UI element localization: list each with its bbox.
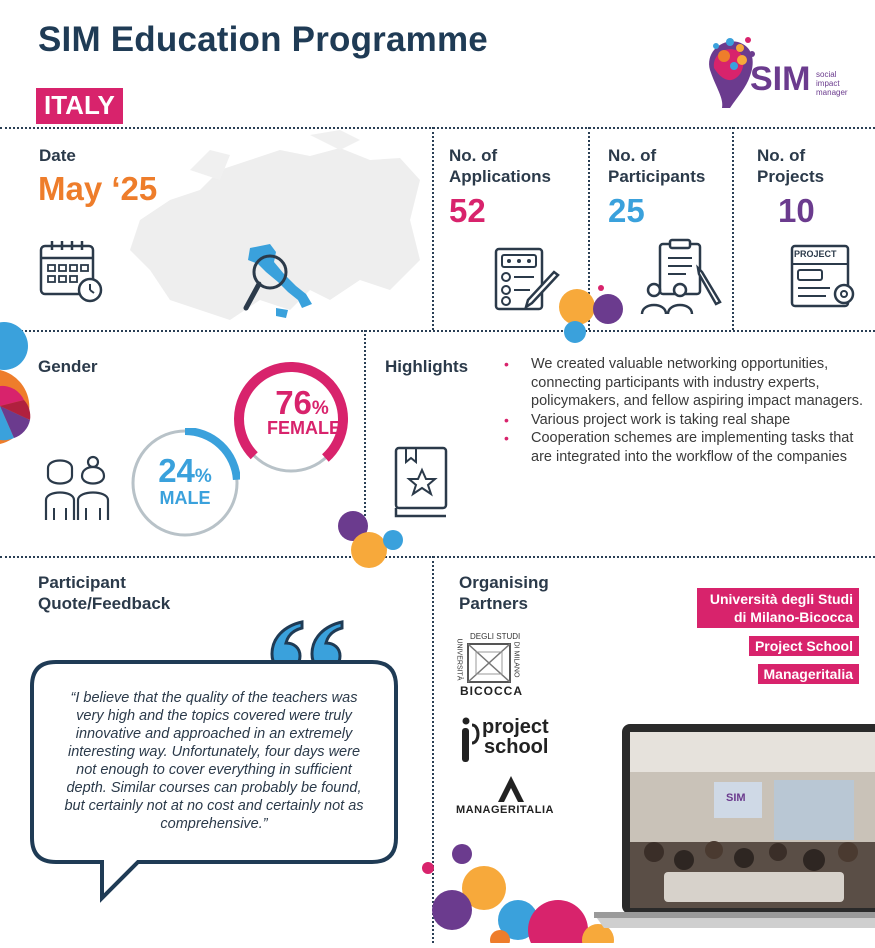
participants-clipboard-icon bbox=[640, 238, 724, 323]
sim-logo-tagline: social impact manager bbox=[816, 70, 848, 97]
date-value: May ‘25 bbox=[38, 170, 158, 207]
bicocca-top-text: DEGLI STUDI bbox=[470, 632, 521, 641]
divider-top bbox=[0, 127, 875, 129]
feedback-label: Participant Quote/Feedback bbox=[38, 573, 171, 613]
bicocca-name: BICOCCA bbox=[460, 684, 523, 698]
couple-icon bbox=[42, 454, 112, 527]
applications-label: No. of Applications bbox=[449, 146, 552, 186]
gender-label: Gender bbox=[38, 357, 98, 376]
bicocca-side-text: UNIVERSITÀ bbox=[455, 638, 463, 681]
manageritalia-name: MANAGERITALIA bbox=[456, 804, 554, 816]
highlight-item: • Cooperation schemes are implementing tasks that are integrated into the workflow of the companies bbox=[504, 429, 864, 466]
calendar-icon bbox=[38, 238, 104, 309]
italy-magnifier-icon bbox=[240, 238, 320, 322]
partners-label: Organising Partners bbox=[459, 573, 549, 613]
project-school-line1: project bbox=[482, 716, 549, 738]
page-title: SIM Education Programme bbox=[38, 20, 488, 59]
divider-middle bbox=[0, 330, 875, 332]
highlights-list bbox=[504, 355, 864, 466]
female-label: FEMALE bbox=[267, 418, 341, 438]
projects-label: No. of Projects bbox=[757, 146, 825, 186]
photo-screen-text: SIM bbox=[726, 792, 746, 804]
sim-logo bbox=[700, 30, 860, 115]
country-badge: ITALY bbox=[36, 88, 123, 124]
manageritalia-mark-icon bbox=[456, 772, 566, 804]
laptop-photo bbox=[594, 722, 875, 928]
italy-magnifier bbox=[240, 238, 320, 322]
female-percent: 76% bbox=[275, 384, 329, 421]
project-icon-label: PROJECT bbox=[794, 249, 837, 259]
date-label: Date bbox=[39, 146, 76, 165]
project-document-icon bbox=[790, 244, 858, 310]
highlights-label: Highlights bbox=[385, 357, 469, 376]
female-donut bbox=[234, 362, 348, 476]
decor-pie-left bbox=[0, 320, 40, 455]
sim-logo-text: SIM bbox=[750, 60, 811, 98]
partner-tag-bicocca: Università degli Studi di Milano-Bicocca bbox=[697, 588, 859, 628]
male-percent: 24% bbox=[158, 452, 212, 489]
participants-value: 25 bbox=[608, 192, 645, 229]
divider-v1 bbox=[432, 127, 434, 330]
partner-tag-manageritalia: Manageritalia bbox=[758, 664, 859, 684]
project-school-line2: school bbox=[484, 736, 549, 758]
highlight-item: • Various project work is taking real shape bbox=[504, 411, 864, 430]
checklist-icon bbox=[492, 245, 562, 320]
manageritalia-logo bbox=[456, 772, 566, 822]
male-donut bbox=[130, 428, 240, 538]
partner-tags bbox=[639, 588, 859, 684]
decor-bubbles-top bbox=[555, 285, 635, 350]
quote-text: “I believe that the quality of the teachers was very high and the topics covered were truly innovative and approached in an extremely interesting way. Unfortunately, four days were not enough to cover everything in sufficient depth. Similar courses can probably be found, but certainly not at no cost and certainly not as comprehensive.” bbox=[64, 690, 364, 832]
decor-bubbles-middle bbox=[335, 510, 415, 581]
participants-label: No. of Participants bbox=[608, 146, 706, 186]
project-school-mark-icon bbox=[458, 715, 480, 765]
project-school-logo bbox=[458, 715, 568, 765]
male-label: MALE bbox=[159, 488, 211, 508]
highlight-item: • We created valuable networking opportunities, connecting participants with industry experts, policymakers, and fellow aspiring impact managers. bbox=[504, 355, 864, 411]
divider-lower bbox=[0, 556, 875, 558]
partner-tag-project-school: Project School bbox=[749, 636, 859, 656]
projects-value: 10 bbox=[778, 192, 815, 229]
bicocca-logo bbox=[455, 630, 528, 700]
divider-v3 bbox=[732, 127, 734, 330]
applications-value: 52 bbox=[449, 192, 486, 229]
bicocca-right-text: DI MILANO bbox=[512, 641, 520, 678]
